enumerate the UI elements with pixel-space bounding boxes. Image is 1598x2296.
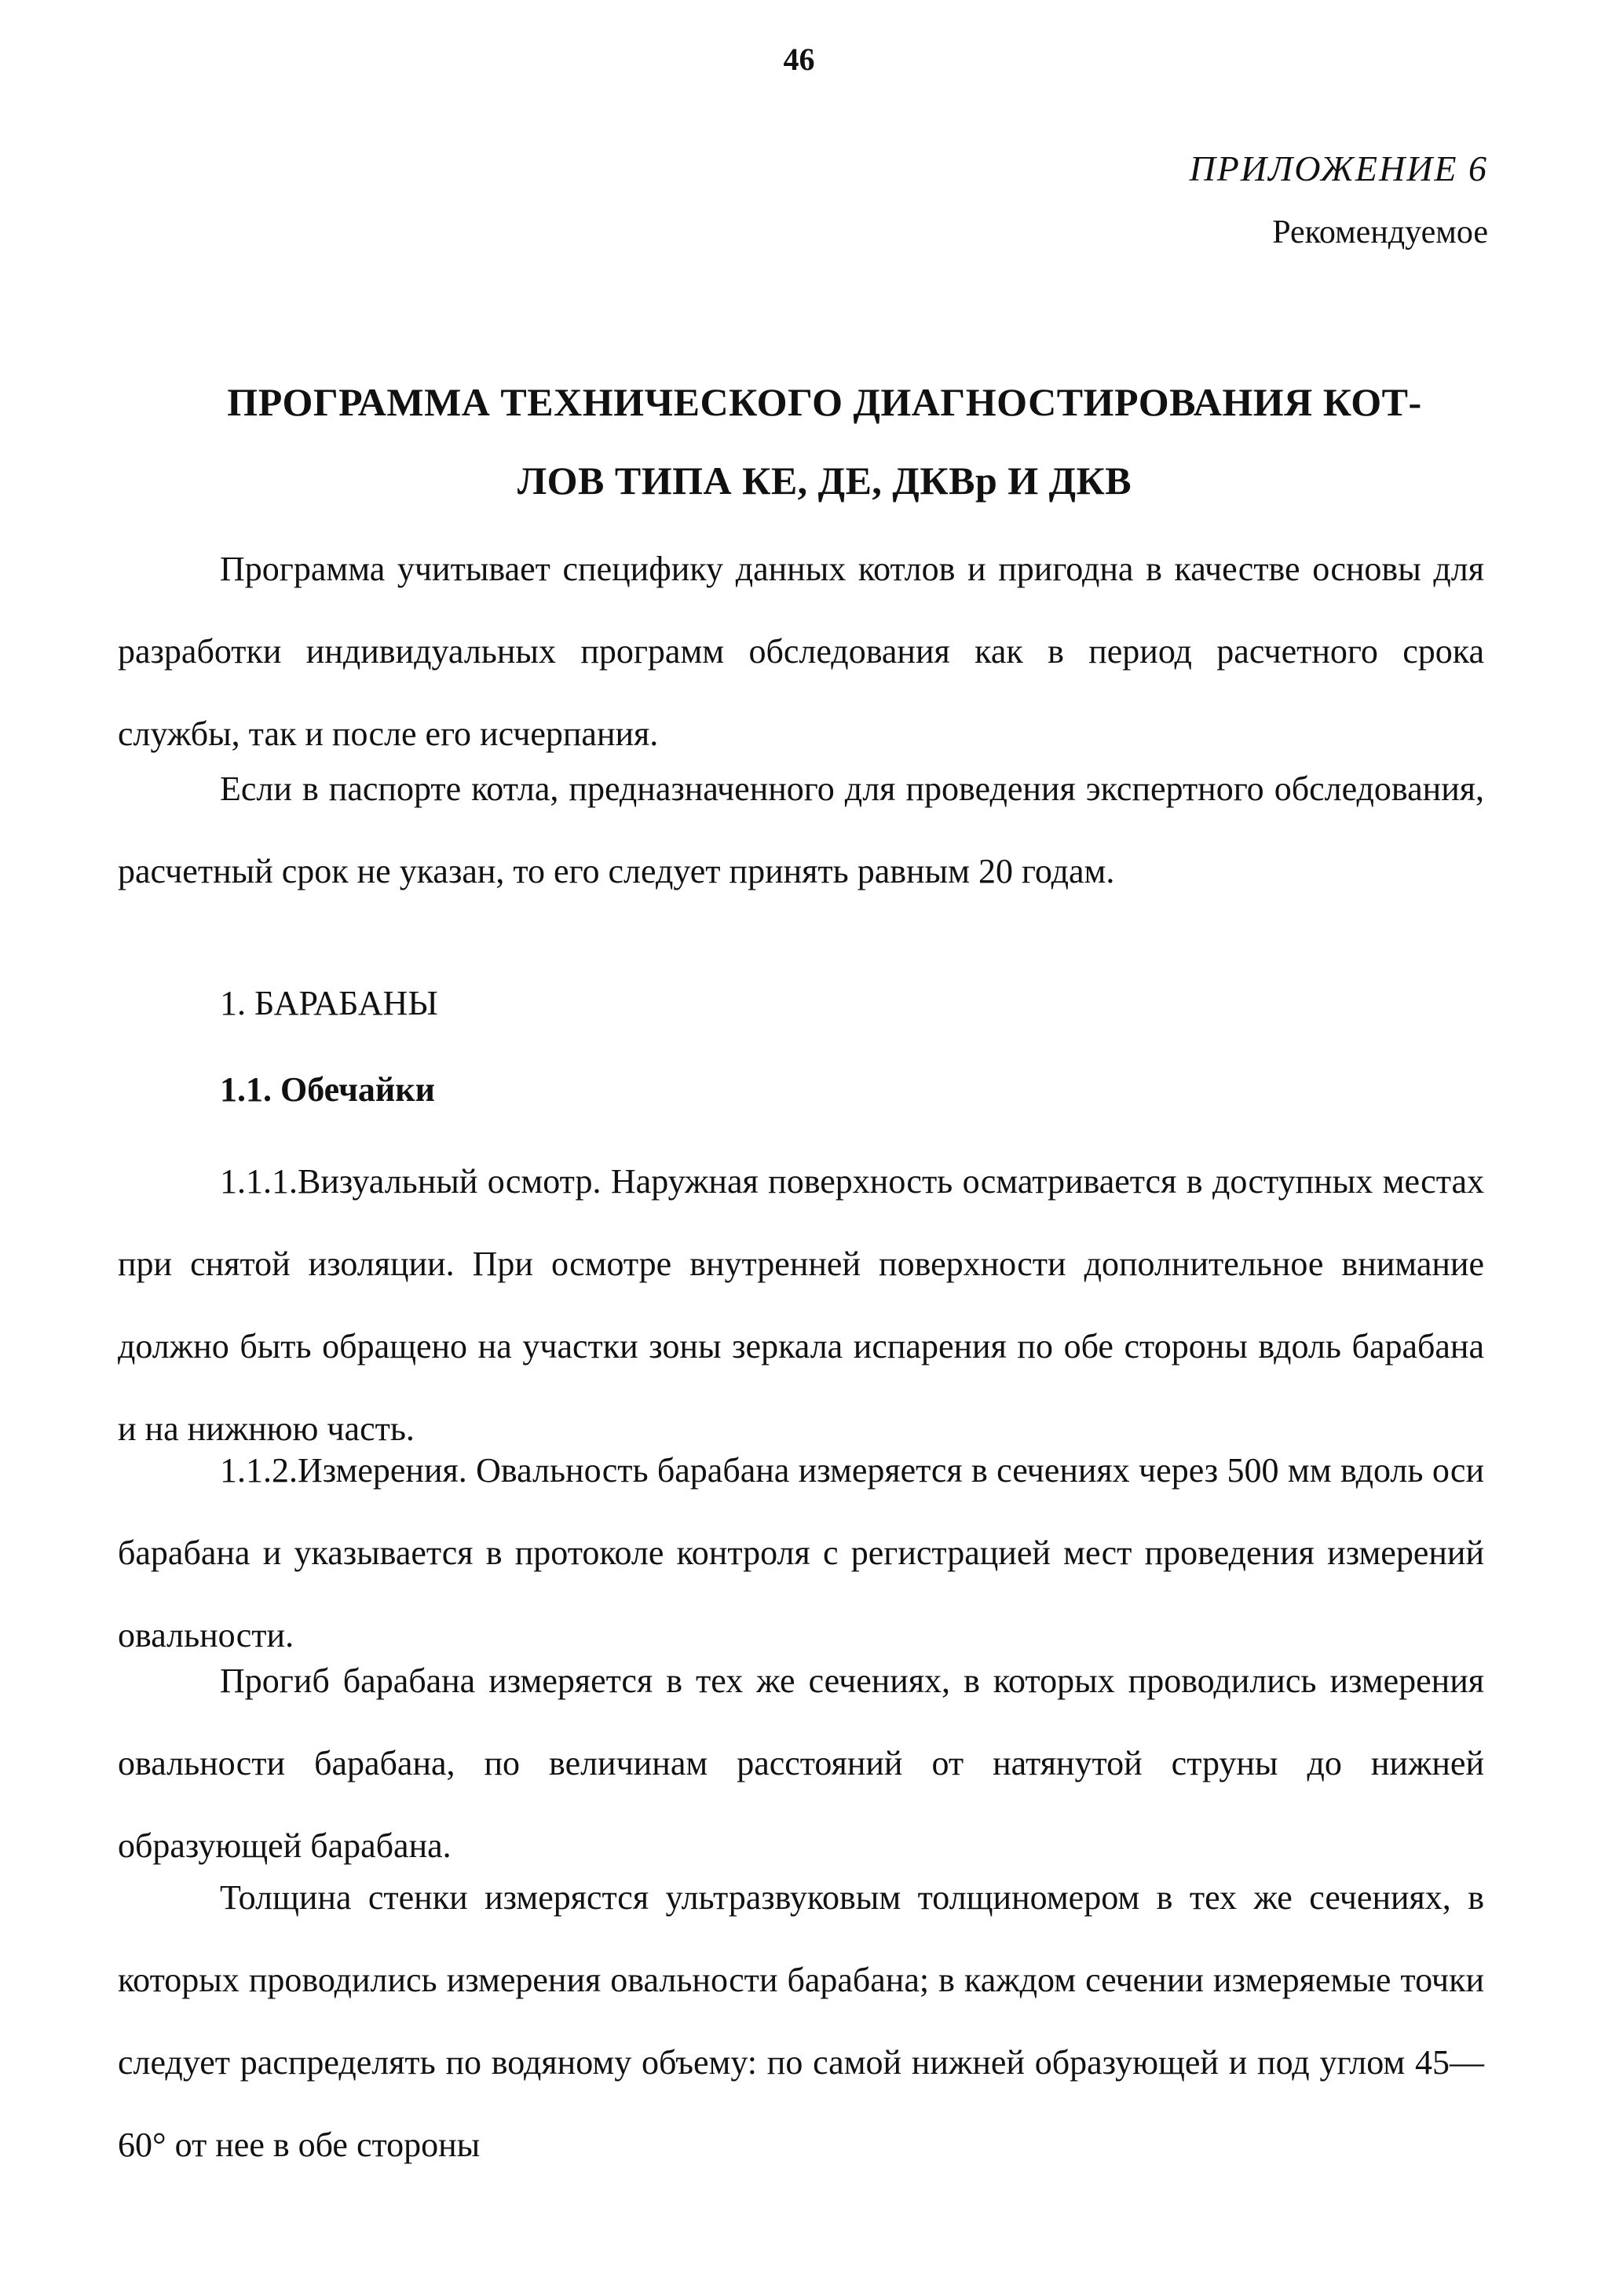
page-number: 46	[783, 42, 815, 77]
subsection-heading: 1.1. Обечайки	[220, 1070, 435, 1109]
intro-paragraph: Программа учитывает специфику данных котлов и пригодна в качестве основы для разработки индивидуальных программ обследования как в период расчетного срока службы, так и после его исчерпания.	[118, 550, 1484, 753]
body-paragraph-measurements: 1.1.2.Измерения. Овальность барабана измеряется в сечениях через 500 мм вдоль оси барабана и указывается в протоколе контроля с регистрацией мест проведения измерений овальности.	[118, 1451, 1484, 1654]
intro-paragraph: Если в паспорте котла, предназначенного для проведения экспертного обследования, расчетный срок не указан, то его следует принять равным 20 годам.	[118, 770, 1484, 890]
section-heading: 1. БАРАБАНЫ	[220, 984, 438, 1022]
document-title-line-2: ЛОВ ТИПА КЕ, ДЕ, ДКВр И ДКВ	[517, 459, 1132, 503]
document-title-line-1: ПРОГРАММА ТЕХНИЧЕСКОГО ДИАГНОСТИРОВАНИЯ КОТ-	[227, 380, 1422, 424]
appendix-note: Рекомендуемое	[1272, 214, 1488, 250]
body-paragraph-visual-inspection: 1.1.1.Визуальный осмотр. Наружная поверхность осматривается в доступных местах при снятой изоляции. При осмотре внутренней поверхности дополнительное внимание должно быть обращено на участки зоны зеркала испарения по обе стороны вдоль барабана и на нижнюю часть.	[118, 1162, 1484, 1448]
document-title	[173, 363, 1476, 520]
body-paragraph-wall-thickness: Толщина стенки измерястся ультразвуковым толщиномером в тех же сечениях, в которых проводились измерения овальности барабана; в каждом сечении измеряемые точки следует распределять по водяному объему: по самой нижней образующей и под углом 45—60° от нее в обе стороны	[118, 1878, 1484, 2164]
body-paragraph-deflection: Прогиб барабана измеряется в тех же сечениях, в которых проводились измерения овальности барабана, по величинам расстояний от натянутой струны до нижней образующей барабана.	[118, 1662, 1484, 1865]
appendix-label: ПРИЛОЖЕНИЕ 6	[1189, 148, 1488, 188]
